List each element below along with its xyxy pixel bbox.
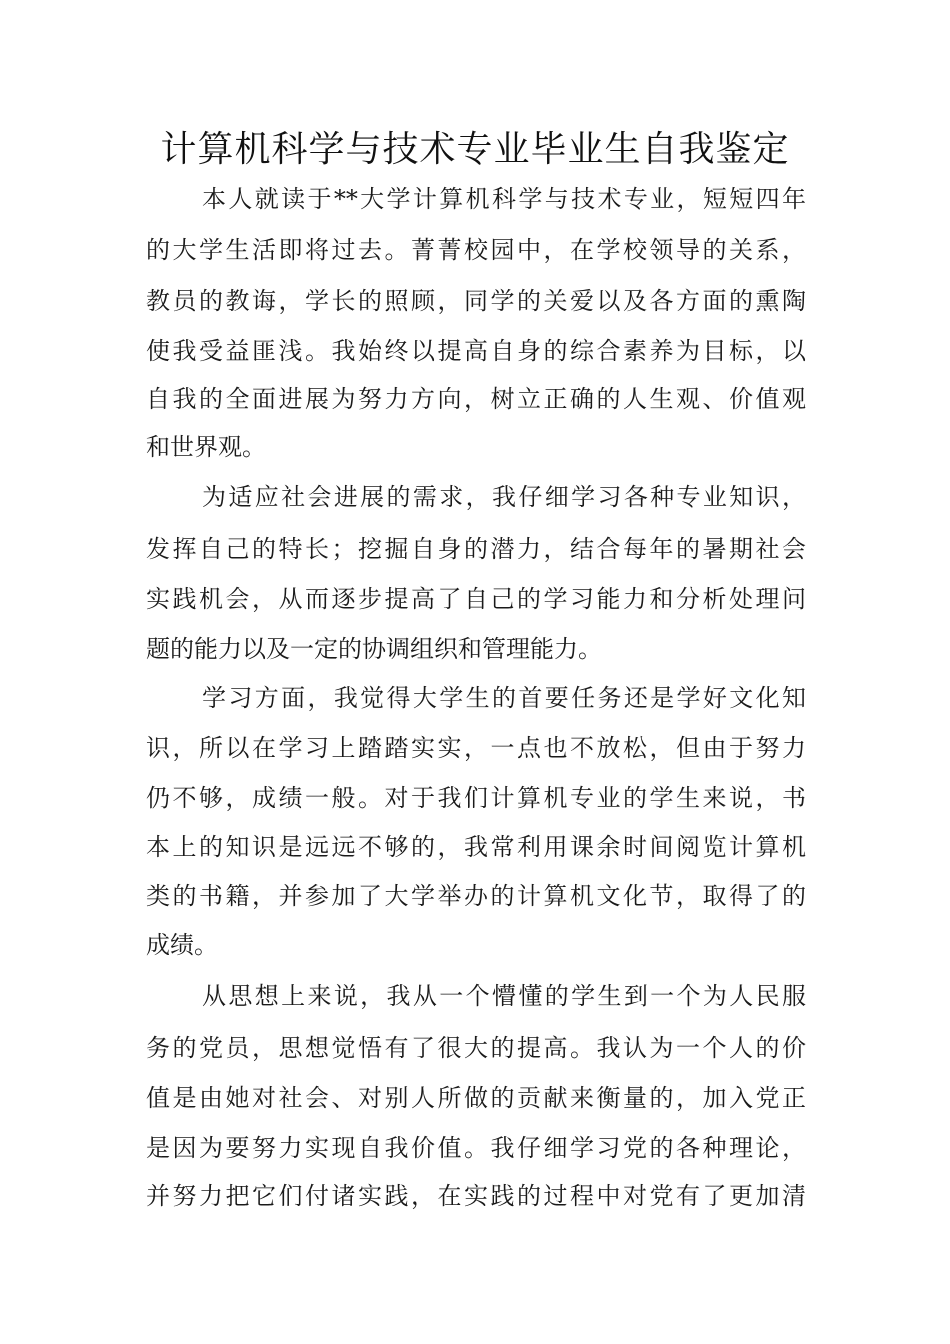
paragraph-line: 为适应社会进展的需求，我仔细学习各种专业知识， [202, 483, 806, 511]
paragraph-line: 类的书籍，并参加了大学举办的计算机文化节，取得了的 [146, 882, 806, 910]
paragraph-line: 的大学生活即将过去。菁菁校园中，在学校领导的关系， [146, 236, 806, 264]
paragraph-line: 本人就读于**大学计算机科学与技术专业，短短四年 [202, 185, 806, 213]
paragraph-line: 从思想上来说，我从一个懵懂的学生到一个为人民服 [202, 982, 806, 1010]
paragraph-line: 务的党员，思想觉悟有了很大的提高。我认为一个人的价 [146, 1034, 806, 1062]
paragraph-line: 实践机会，从而逐步提高了自己的学习能力和分析处理问 [146, 585, 806, 613]
paragraph-line: 本上的知识是远远不够的，我常利用课余时间阅览计算机 [146, 833, 806, 861]
paragraph-line: 发挥自己的特长；挖掘自身的潜力，结合每年的暑期社会 [146, 535, 806, 563]
paragraph-line: 题的能力以及一定的协调组织和管理能力。 [146, 635, 602, 663]
paragraph-line: 并努力把它们付诸实践，在实践的过程中对党有了更加清 [146, 1182, 806, 1210]
paragraph-line: 值是由她对社会、对别人所做的贡献来衡量的，加入党正 [146, 1084, 806, 1112]
paragraph-line: 使我受益匪浅。我始终以提高自身的综合素养为目标，以 [146, 337, 806, 365]
paragraph-line: 教员的教诲，学长的照顾，同学的关爱以及各方面的熏陶 [146, 287, 806, 315]
paragraph-line: 学习方面，我觉得大学生的首要任务还是学好文化知 [202, 684, 806, 712]
paragraph-line: 仍不够，成绩一般。对于我们计算机专业的学生来说，书 [146, 784, 806, 812]
paragraph-line: 成绩。 [146, 931, 218, 959]
document-title: 计算机科学与技术专业毕业生自我鉴定 [160, 129, 790, 170]
paragraph-line: 和世界观。 [146, 433, 266, 461]
paragraph-line: 自我的全面进展为努力方向，树立正确的人生观、价值观 [146, 385, 806, 413]
paragraph-line: 是因为要努力实现自我价值。我仔细学习党的各种理论， [146, 1134, 806, 1162]
paragraph-line: 识，所以在学习上踏踏实实，一点也不放松，但由于努力 [146, 734, 806, 762]
